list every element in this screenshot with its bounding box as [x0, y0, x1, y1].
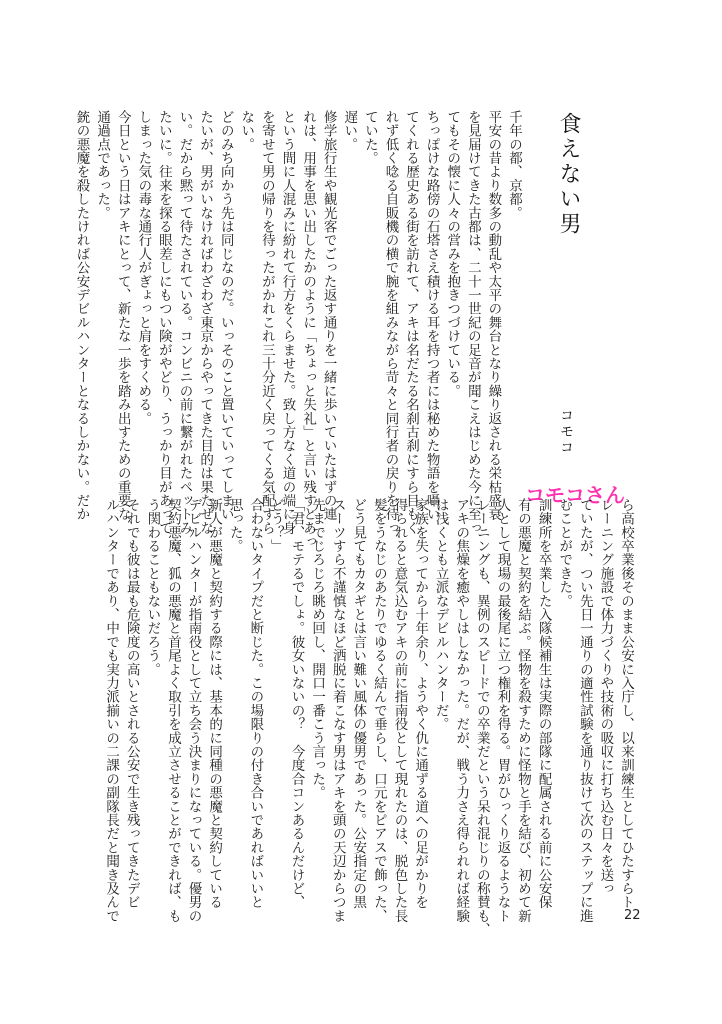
text-line: れは、用事を思い出したかのように「ちょっと失礼」と言い残すとあっ — [300, 110, 317, 549]
text-line: 新人が悪魔と契約する際には、基本的に同種の悪魔と契約している — [206, 498, 223, 909]
text-line: それでも彼は最も危険度の高いとされる公安で生き残ってきたデビ — [123, 498, 140, 909]
text-line: 得られると意気込むアキの前に指南役として現れたのは、脱色した長 — [391, 498, 408, 923]
text-line: 遅い。 — [341, 110, 358, 152]
text-line: 合わないタイプだと断じた。この場限りの付き合いであればいいと — [247, 498, 264, 909]
text-line: ていたが、つい先日一通りの適性試験を通り抜けて次のステップに進 — [576, 498, 593, 923]
text-line: 家族を失ってから十年余り、ようやく仇に通ずる道への足がかりを — [412, 498, 429, 909]
text-line: どう見てもカタギとは言い難い風体の優男であった。公安指定の黒 — [350, 498, 367, 909]
text-line: デビルハンターが指南役として立ち会う決まりになっている。優男の — [185, 498, 202, 923]
author-name: コモコ — [558, 408, 574, 456]
text-line: レーニングも、異例のスピードでの卒業だという呆れ混じりの称賛も、 — [473, 498, 490, 937]
text-line: たいが、男がいなければわざわざ東京からやってきた目的は果たせな — [197, 110, 214, 535]
text-line: 千年の都、京都。 — [506, 110, 522, 220]
text-line: レーニング施設で体力づくりや技術の吸収に打ち込む日々を送っ — [597, 498, 614, 896]
text-line: てくれる歴史ある街を訪れて、アキは名だたる名刹古刹にすら目もく — [403, 110, 420, 535]
text-line: を寄せて男の帰りを待ったがかれこれ三十分近く戻ってくる気配すら — [258, 110, 275, 535]
text-line: という間に人混みに紛れて行方をくらませた。致し方なく道の端に身 — [279, 110, 296, 535]
text-line: 通過点であった。 — [94, 110, 111, 220]
text-line: 契約悪魔、狐の悪魔と首尾よく取引を成立させることができれば、も — [164, 498, 181, 923]
text-line: れず低く唸る自販機の横で腕を組みながら苛々と同行者の戻りを待っ — [382, 110, 399, 535]
text-line: むことができた。 — [556, 498, 573, 608]
text-line: ていた。 — [361, 110, 378, 165]
author-stamp: コモコさん — [525, 483, 625, 507]
text-line: 今日という日はアキにとって、新たな一歩を踏み出すための重要な — [114, 110, 131, 521]
text-line: ルハンターであり、中でも実力派揃いの二課の副隊長だと聞き及んで — [103, 498, 120, 923]
text-line: スーツすら不謹慎なほど洒脱に着こなす男はアキを頭の天辺からつま — [329, 498, 346, 923]
text-line: ちっぽけな路傍の石塔さえ積ける耳を持つ者には秘めた物語を囁い — [423, 110, 440, 521]
text-line: たいに。往来を探る眼差しにもつい険がやどり、うっかり目があって — [155, 110, 172, 535]
page-number: 22 — [624, 908, 641, 923]
text-line: どのみち向かう先は同じなのだ。いっそのこと置いていってしまい — [217, 110, 234, 521]
text-line: ら高校卒業後そのまま公安に入庁し、以来訓練生としてひたすらト — [618, 498, 634, 909]
text-line: 先までじろじろ眺め回し、開口一番こう言った。 — [309, 498, 326, 800]
text-line: 平安の昔より数多の動乱や太平の舞台となり繰り返される栄枯盛衰 — [485, 110, 502, 521]
text-line: は浅くとも立派なデビルハンターだ。 — [432, 498, 449, 731]
text-line: い。だから黙って待たされている。コンビニの前に繋がれたペットみ — [176, 110, 193, 535]
story-title: 食えない男 — [556, 112, 581, 237]
text-line: う関わることもないだろう。 — [144, 498, 161, 677]
text-line: 修学旅行生や観光客でごった返す通りを一緒に歩いていたはずの連 — [320, 110, 337, 521]
text-line: 思った。 — [226, 498, 243, 553]
text-line: を見届けてきた古都は、二十一世紀の足音が聞こえはじめた今に至っ — [464, 110, 481, 535]
text-line: 銃の悪魔を殺したければ公安デビルハンターとなるしかない。だか — [73, 110, 90, 521]
text-line: てもその懐に人々の営みを抱きつづけている。 — [444, 110, 461, 398]
text-line: 「君、モテるでしょ。彼女いないの？ 今度合コンあるんだけど、 — [288, 498, 305, 909]
text-line: 有の悪魔と契約を結ぶ。怪物を殺すために怪物と手を結び、初めて新 — [515, 498, 532, 923]
text-line: アキの焦燥を癒やしはしなかった。だが、戦う力さえ得られれば経験 — [453, 498, 470, 923]
text-line: どう？」 — [267, 498, 284, 553]
text-line: 訓練所を卒業した入隊候補生は実際の部隊に配属される前に公安保 — [535, 498, 552, 909]
text-line: 髪をうなじのあたりでゆるく結んで垂らし、口元をピアスで飾った、 — [370, 498, 387, 923]
text-line: ない。 — [238, 110, 255, 152]
text-line: しまった気の毒な通行人がぎょっと肩をすくめる。 — [135, 110, 152, 426]
text-line: 人として現場の最後尾に立つ権利を得る。胃がひっくり返るようなト — [494, 498, 511, 923]
